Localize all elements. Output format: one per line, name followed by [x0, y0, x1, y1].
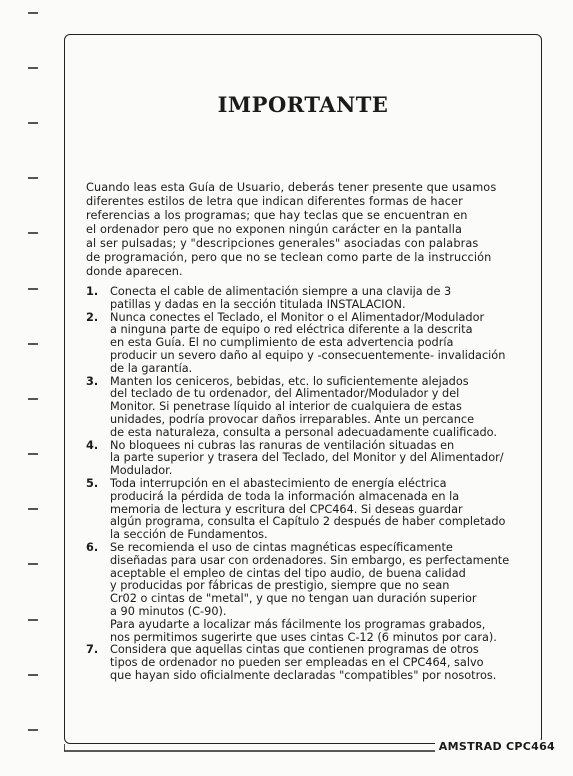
- intro-line: donde aparecen.: [86, 265, 183, 278]
- binder-hole-marks: [0, 0, 40, 776]
- margin-tick: [28, 453, 38, 455]
- margin-tick: [28, 674, 38, 676]
- list-item: [86, 312, 536, 376]
- list-item: [86, 286, 536, 312]
- item-line: y producidas por fábricas de prestigio, siempre que no sean: [110, 579, 450, 593]
- item-number: 6.: [86, 540, 99, 554]
- item-line: a ninguna parte de equipo o red eléctrica diferente a la descrita: [110, 323, 473, 337]
- item-line: Conecta el cable de alimentación siempre a una clavija de 3: [110, 285, 452, 298]
- intro-line: Cuando leas esta Guía de Usuario, deberás tener presente que usamos: [86, 181, 497, 194]
- page-title: IMPORTANTE: [217, 92, 389, 117]
- margin-tick: [28, 729, 38, 731]
- margin-tick: [28, 122, 38, 124]
- intro-line: al ser pulsadas; y "descripciones generales" asociadas con palabras: [86, 237, 479, 250]
- item-line: producir un severo daño al equipo y -consecuentemente- invalidación: [110, 348, 506, 362]
- item-line: Se recomienda el uso de cintas magnéticas específicamente: [110, 540, 453, 554]
- item-line: de esta naturaleza, consulta a personal adecuadamente cualificado.: [110, 425, 497, 439]
- item-line: Cr02 o cintas de "metal", y que no tengan uan duración superior: [110, 592, 477, 606]
- item-line: que hayan sido oficialmente declaradas "compatibles" por nosotros.: [110, 668, 497, 682]
- item-number: 7.: [86, 643, 99, 657]
- item-line: tipos de ordenador no pueden ser empleadas en el CPC464, salvo: [110, 656, 484, 670]
- item-line: a 90 minutos (C-90).: [110, 604, 227, 618]
- item-line: patillas y dadas en la sección titulada INSTALACION.: [110, 297, 406, 311]
- item-line: unidades, podría provocar daños irreparables. Ante un percance: [110, 412, 475, 426]
- item-line: Considera que aquellas cintas que contienen programas de otros: [110, 643, 479, 657]
- list-item: [86, 478, 536, 542]
- item-number: 4.: [86, 438, 99, 452]
- item-number: 3.: [86, 374, 99, 388]
- item-line: Manten los ceniceros, bebidas, etc. lo suficientemente alejados: [110, 374, 469, 388]
- margin-tick: [28, 67, 38, 69]
- intro-line: de programación, pero que no se teclean como parte de la instrucción: [86, 251, 492, 264]
- margin-tick: [28, 343, 38, 345]
- item-number: 1.: [86, 285, 99, 298]
- margin-tick: [28, 398, 38, 400]
- item-line: Toda interrupción en el abastecimiento de energía eléctrica: [110, 476, 447, 490]
- item-line: en esta Guía. El no cumplimiento de esta advertencia podría: [110, 336, 454, 350]
- margin-tick: [28, 288, 38, 290]
- margin-tick: [28, 563, 38, 565]
- margin-tick: [28, 177, 38, 179]
- item-number: 2.: [86, 310, 99, 324]
- item-line: nos permitimos sugerirte que uses cintas C-12 (6 minutos por cara).: [110, 630, 497, 644]
- list-item: [86, 440, 536, 478]
- list-item: [86, 542, 536, 644]
- intro-line: diferentes estilos de letra que indican diferentes formas de hacer: [86, 195, 463, 208]
- item-line: la sección de Fundamentos.: [110, 528, 268, 542]
- margin-tick: [28, 232, 38, 234]
- item-line: memoria de lectura y escritura del CPC464. Si deseas guardar: [110, 502, 463, 516]
- intro-paragraph: [86, 181, 518, 279]
- item-line: la parte superior y trasera del Teclado, del Monitor y del Alimentador/: [110, 451, 504, 465]
- item-line: diseñadas para usar con ordenadores. Sin embargo, es perfectamente: [110, 553, 510, 567]
- item-line: de la garantía.: [110, 361, 193, 375]
- footer-brand: AMSTRAD CPC464: [435, 740, 559, 753]
- margin-tick: [28, 619, 38, 621]
- item-line: producirá la pérdida de toda la información almacenada en la: [110, 489, 460, 503]
- item-line: aceptable el empleo de cintas del tipo audio, de buena calidad: [110, 566, 466, 580]
- margin-tick: [28, 12, 38, 14]
- list-item: [86, 644, 536, 682]
- item-number: 5.: [86, 476, 99, 490]
- item-line: Para ayudarte a localizar más fácilmente los programas grabados,: [110, 617, 486, 631]
- margin-tick: [28, 508, 38, 510]
- item-line: Nunca conectes el Teclado, el Monitor o el Alimentador/Modulador: [110, 310, 485, 324]
- intro-line: referencias a los programas; que hay teclas que se encuentran en: [86, 209, 468, 222]
- list-item: [86, 376, 536, 440]
- item-line: algún programa, consulta el Capítulo 2 después de haber completado: [110, 515, 506, 529]
- item-line: Monitor. Si penetrase líquido al interior de cualquiera de estas: [110, 400, 462, 414]
- item-line: Modulador.: [110, 464, 173, 478]
- item-line: del teclado de tu ordenador, del Alimentador/Modulador y del: [110, 387, 460, 401]
- item-line: No bloquees ni cubras las ranuras de ventilación situadas en: [110, 438, 455, 452]
- intro-line: el ordenador pero que no exponen ningún carácter en la pantalla: [86, 223, 463, 236]
- warnings-list: [86, 286, 536, 683]
